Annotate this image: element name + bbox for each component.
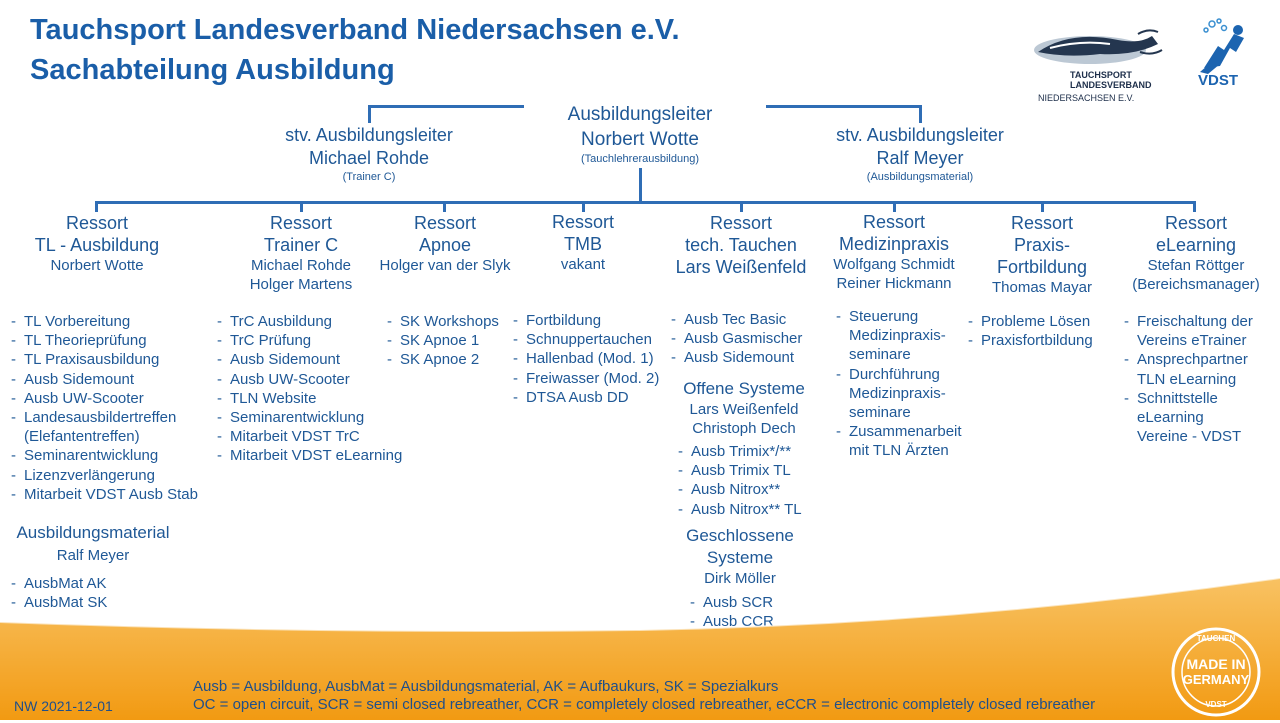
tlv-logo-line2: LANDESVERBAND [1070,80,1152,90]
vdst-logo-text: VDST [1198,72,1239,89]
ausbildungsmaterial-header [8,522,178,565]
head-leader-note: (Tauchlehrerausbildung) [580,153,699,165]
ressort-person: Michael Rohde [250,257,352,274]
offene-systeme-person: Christoph Dech [692,420,796,437]
list-item: - Fortbildung [513,311,659,330]
deputy-right-role: stv. Ausbildungsleiter [836,125,1004,145]
list-item: - Hallenbad (Mod. 1) [513,349,659,368]
ressort-tl-items [11,312,198,504]
tlv-logo-line3: NIEDERSACHSEN E.V. [1038,93,1135,103]
connector-drop-2 [300,201,303,212]
list-item: - Praxisfortbildung [968,331,1093,350]
connector-drop-1 [95,201,98,212]
ressort-person: (Bereichsmanager) [1132,276,1260,293]
connector-left-h [368,105,524,108]
connector-drop-3 [443,201,446,212]
ressort-person: Wolfgang Schmidt [833,256,955,273]
list-item: - Ausb Trimix*/** [678,442,802,461]
footer-date: NW 2021-12-01 [14,698,113,714]
list-item: - Ausb Nitrox** TL [678,500,802,519]
offene-systeme-header [664,378,824,438]
offene-systeme-title: Offene Systeme [683,379,805,398]
list-item: - Lizenzverlängerung [11,466,198,485]
deputy-right-note: (Ausbildungsmaterial) [866,171,974,183]
list-item: - TLN Website [217,389,402,408]
ressort-techtauchen-items [671,310,802,368]
list-item: - Ausb Tec Basic [671,310,802,329]
ressort-trainerc-header [221,212,381,294]
deputy-left-box [259,124,479,184]
connector-main-h [95,201,1196,204]
ressort-person: Holger Martens [249,276,353,293]
ressort-person: Norbert Wotte [50,257,144,274]
ressort-label: Ressort [862,212,925,232]
ressort-person: Lars Weißenfeld [675,257,807,277]
list-item: - Schnittstelle eLearning Vereine - VDST [1124,389,1253,447]
ressort-title: tech. Tauchen [685,235,797,255]
ressort-praxis-header [972,212,1112,297]
connector-drop-7 [1041,201,1044,212]
connector-drop-5 [740,201,743,212]
list-item: - TL Praxisausbildung [11,350,198,369]
list-item: - Seminarentwicklung [11,446,198,465]
list-item: - Ausb SCR [690,593,782,612]
ressort-label: Ressort [1010,213,1073,233]
ressort-title: Praxis- Fortbildung [996,235,1088,277]
list-item: - TrC Ausbildung [217,312,402,331]
list-item: - AusbMat AK [11,574,107,593]
ressort-person: Holger van der Slyk [379,257,511,274]
list-item: - Seminarentwicklung [217,408,402,427]
list-item: - Schnuppertauchen [513,330,659,349]
list-item: - SK Apnoe 1 [387,331,499,350]
vdst-diver-icon [1194,16,1252,76]
ressort-label: Ressort [551,212,614,232]
list-item: - Ausb Sidemount [11,370,198,389]
ressort-title: Trainer C [263,235,339,255]
list-item: - SK Apnoe 2 [387,350,499,369]
ressort-tmb-items [513,311,659,407]
ressort-elearning-items [1124,312,1253,446]
list-item: - Probleme Lösen [968,312,1093,331]
list-item: - Mitarbeit VDST eLearning [217,446,402,465]
ressort-praxis-items [968,312,1093,350]
connector-center-v [639,168,642,204]
connector-right-h [766,105,922,108]
geschlossene-systeme-title: Geschlossene Systeme [686,526,794,567]
ressort-techtauchen-header [656,212,826,278]
ressort-apnoe-header [365,212,525,275]
vdst-logo [1194,16,1252,92]
ressort-label: Ressort [709,213,772,233]
ressort-person: Thomas Mayar [991,279,1093,296]
ressort-title: TMB [564,234,602,254]
list-item: - DTSA Ausb DD [513,388,659,407]
list-item: - TL Vorbereitung [11,312,198,331]
list-item: - Durchführung Medizinpraxis- seminare [836,365,962,423]
deputy-left-name: Michael Rohde [308,148,430,168]
list-item: - Ausb CCR [690,612,782,631]
list-item: - Ausb Sidemount [217,350,402,369]
head-leader-box [540,102,740,166]
list-item: - Mitarbeit VDST Ausb Stab [11,485,198,504]
offene-systeme-person: Lars Weißenfeld [689,401,799,418]
geschlossene-systeme-person: Dirk Möller [704,570,776,587]
badge-line1: MADE IN [1186,656,1246,672]
list-item: - Ansprechpartner TLN eLearning [1124,350,1253,388]
badge-bottom-text: VDST [1205,700,1227,709]
head-leader-name: Norbert Wotte [581,129,699,150]
ressort-elearning-header [1121,212,1271,294]
tlv-logo [1030,22,1170,106]
list-item: - Ausb Gasmischer [671,329,802,348]
list-item: - Freiwasser (Mod. 2) [513,369,659,388]
badge-line2: GERMANY [1182,672,1250,687]
connector-right-v [919,105,922,123]
ausbildungsmaterial-person: Ralf Meyer [56,547,130,564]
list-item: - TrC Prüfung [217,331,402,350]
list-item: - Ausb UW-Scooter [11,389,198,408]
deputy-left-note: (Trainer C) [342,171,396,183]
connector-left-v [368,105,371,123]
ressort-person: vakant [560,256,606,273]
ressort-trainerc-items [217,312,402,466]
tlv-logo-line1: TAUCHSPORT [1070,70,1132,80]
deputy-right-box [810,124,1030,184]
deputy-right-name: Ralf Meyer [876,148,964,168]
made-in-germany-badge [1170,626,1262,718]
ressort-label: Ressort [1164,213,1227,233]
list-item: - Steuerung Medizinpraxis- seminare [836,307,962,365]
page-subtitle: Sachabteilung Ausbildung [30,54,395,86]
footer-legend-2: OC = open circuit, SCR = semi closed rebreather, CCR = completely closed rebreather, eCCR = electronic completely closed rebreather [193,696,1096,713]
footer-legend-1: Ausb = Ausbildung, AusbMat = Ausbildungsmaterial, AK = Aufbaukurs, SK = Spezialkurs [193,678,779,695]
ressort-label: Ressort [65,213,128,233]
ressort-title: TL - Ausbildung [34,235,160,255]
list-item: - Mitarbeit VDST TrC [217,427,402,446]
badge-top-text: TAUCHEN [1196,634,1236,643]
list-item: - Ausb UW-Scooter [217,370,402,389]
list-item: - Ausb Trimix TL [678,461,802,480]
connector-drop-8 [1193,201,1196,212]
ressort-tl-header [17,212,177,275]
ressort-title: Apnoe [418,235,472,255]
ressort-tmb-header [523,211,643,274]
ressort-title: eLearning [1155,235,1237,255]
page-title: Tauchsport Landesverband Niedersachsen e.V. [30,14,680,46]
list-item: - SK Workshops [387,312,499,331]
offene-systeme-items [678,442,802,519]
list-item: - Zusammenarbeit mit TLN Ärzten [836,422,962,460]
ressort-label: Ressort [269,213,332,233]
ausbildungsmaterial-title: Ausbildungsmaterial [16,523,170,542]
ressort-medizin-items [836,307,962,461]
list-item: - Freischaltung der Vereins eTrainer [1124,312,1253,350]
list-item: - TL Theorieprüfung [11,331,198,350]
ressort-person: Reiner Hickmann [836,275,952,292]
deputy-left-role: stv. Ausbildungsleiter [285,125,453,145]
list-item: - Ausb Sidemount [671,348,802,367]
head-leader-role: Ausbildungsleiter [567,104,713,125]
list-item: - AusbMat SK [11,593,107,612]
ressort-label: Ressort [413,213,476,233]
list-item: - Ausb Nitrox** [678,480,802,499]
ressort-person: Stefan Röttger [1147,257,1245,274]
tlv-diver-icon [1030,22,1170,72]
ressort-medizin-header [814,211,974,293]
ressort-title: Medizinpraxis [838,234,950,254]
list-item: - Landesausbildertreffen (Elefantentreffen) [11,408,198,446]
ressort-apnoe-items [387,312,499,370]
